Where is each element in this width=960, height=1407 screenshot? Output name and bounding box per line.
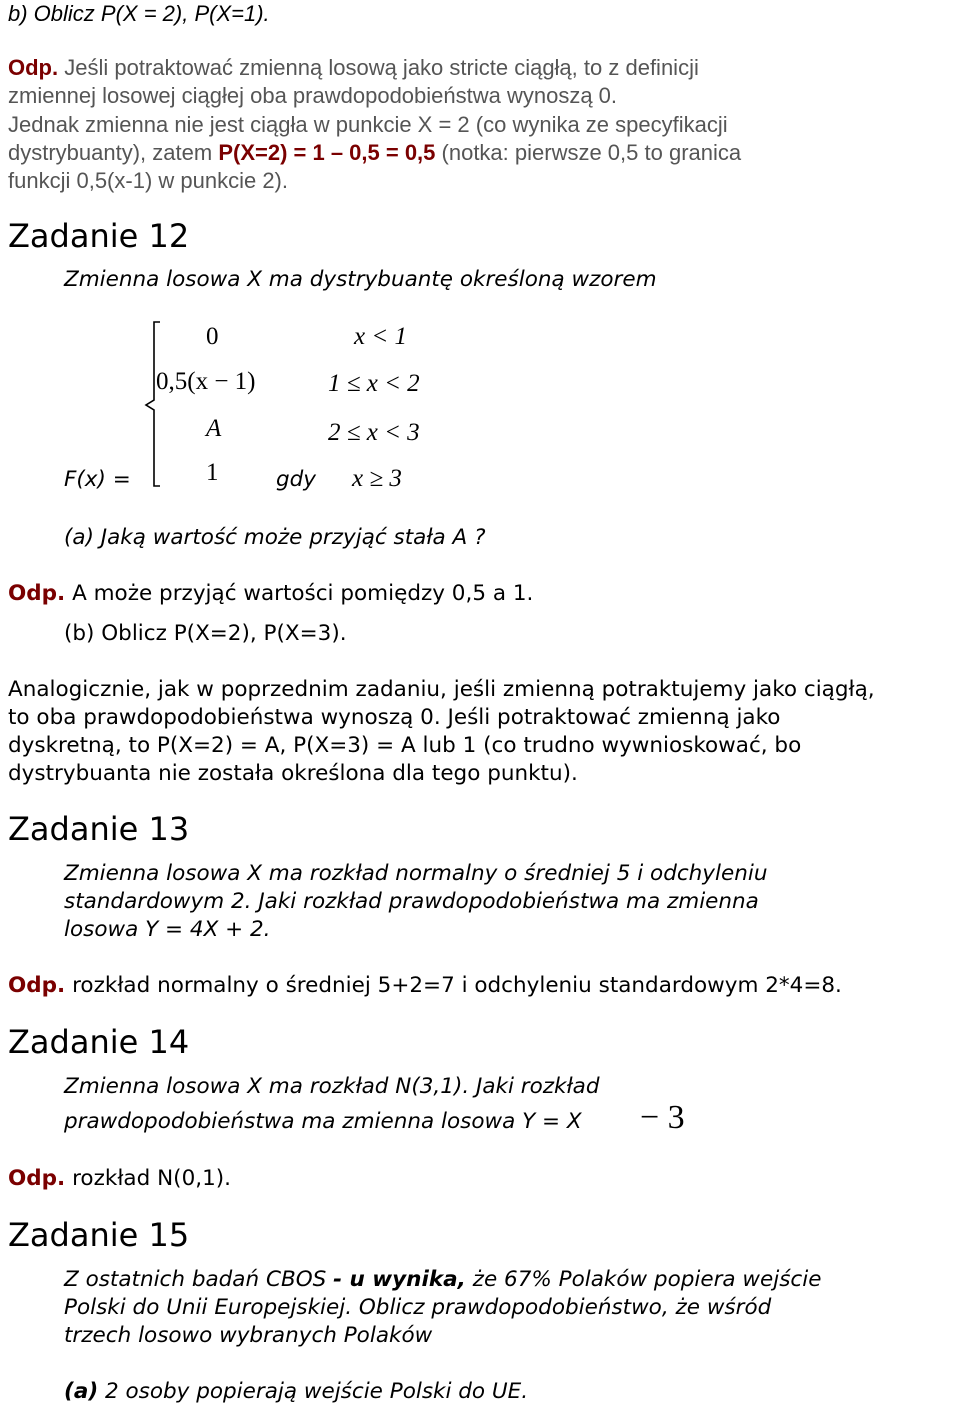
prev-answer-text-1: Jeśli potraktować zmienną losową jako stricte ciągłą, to z definicji xyxy=(58,55,699,80)
z13-answer xyxy=(8,972,842,1000)
z14-question-line-1: Zmienna losowa X ma rozkład N(3,1). Jaki rozkład xyxy=(64,1074,600,1099)
z13-question-line-2: standardowym 2. Jaki rozkład prawdopodobieństwa ma zmienna xyxy=(64,889,759,914)
odp-label: Odp. xyxy=(8,973,66,998)
prev-question-b: b) Oblicz P(X = 2), P(X=1). xyxy=(8,1,270,26)
case-value-2: 0,5(x − 1) xyxy=(156,368,256,395)
z12-para-line-1: Analogicznie, jak w poprzednim zadaniu, jeśli zmienną potraktujemy jako ciągłą, xyxy=(8,677,875,702)
z13-answer-text: rozkład normalny o średniej 5+2=7 i odchyleniu standardowym 2*4=8. xyxy=(65,973,842,998)
case-condition-3: 2 ≤ x < 3 xyxy=(328,419,420,446)
z12-answer-a xyxy=(8,580,533,608)
prev-answer-line-4 xyxy=(8,139,741,167)
z15-a-label: (a) xyxy=(64,1379,99,1404)
odp-label: Odp. xyxy=(8,1166,66,1191)
z12-question-b: (b) Oblicz P(X=2), P(X=3). xyxy=(64,621,347,646)
z15-question-line-1 xyxy=(64,1266,821,1294)
z15-question-line-3: trzech losowo wybranych Polaków xyxy=(64,1323,433,1348)
z14-question-line-2: prawdopodobieństwa ma zmienna losowa Y = X xyxy=(64,1109,582,1134)
z15-a-text: 2 osoby popierają wejście Polski do UE. xyxy=(98,1379,529,1404)
prev-answer-text-4a: dystrybuanty), zatem xyxy=(8,140,219,165)
gdy-label: gdy xyxy=(276,467,317,492)
z12-intro: Zmienna losowa X ma dystrybuantę określoną wzorem xyxy=(64,267,657,292)
left-brace-icon xyxy=(142,320,164,490)
odp-label: Odp. xyxy=(8,55,59,80)
z13-question-line-1: Zmienna losowa X ma rozkład normalny o średniej 5 i odchyleniu xyxy=(64,861,768,886)
prev-answer-line-5: funkcji 0,5(x-1) w punkcie 2). xyxy=(8,168,288,193)
prev-answer-line-2: zmiennej losowej ciągłej oba prawdopodobieństwa wynoszą 0. xyxy=(8,83,618,108)
prev-answer-line-3: Jednak zmienna nie jest ciągła w punkcie X = 2 (co wynika ze specyfikacji xyxy=(8,112,728,137)
heading-zadanie-15: Zadanie 15 xyxy=(8,1216,190,1254)
case-value-1: 0 xyxy=(206,323,219,350)
z12-question-a: (a) Jaką wartość może przyjąć stała A ? xyxy=(64,525,486,550)
prev-answer-line-1 xyxy=(8,54,699,82)
z12-para-line-4: dystrybuanta nie została określona dla tego punktu). xyxy=(8,761,578,786)
z13-question-line-3: losowa Y = 4X + 2. xyxy=(64,917,271,942)
heading-zadanie-14: Zadanie 14 xyxy=(8,1023,190,1061)
odp-label: Odp. xyxy=(8,581,66,606)
z14-answer-text: rozkład N(0,1). xyxy=(65,1166,231,1191)
z15-text-1c: że 67% Polaków popiera wejście xyxy=(465,1267,822,1292)
fx-label: F(x) = xyxy=(64,467,131,492)
case-condition-1: x < 1 xyxy=(354,323,407,350)
case-condition-2: 1 ≤ x < 2 xyxy=(328,370,420,397)
heading-zadanie-13: Zadanie 13 xyxy=(8,810,190,848)
z15-question-line-2: Polski do Unii Europejskiej. Oblicz prawdopodobieństwo, że wśród xyxy=(64,1295,772,1320)
case-condition-4: x ≥ 3 xyxy=(352,465,402,492)
z12-para-line-3: dyskretną, to P(X=2) = A, P(X=3) = A lub 1 (co trudno wywnioskować, bo xyxy=(8,733,802,758)
z15-subquestion-a xyxy=(64,1378,528,1406)
case-value-4: 1 xyxy=(206,459,219,486)
formula-minus-three: − 3 xyxy=(640,1099,685,1136)
z12-para-line-2: to oba prawdopodobieństwa wynoszą 0. Jeśli potraktować zmienną jako xyxy=(8,705,781,730)
prev-answer-text-4c: (notka: pierwsze 0,5 to granica xyxy=(435,140,742,165)
z15-text-1b: - u wynika, xyxy=(333,1267,466,1292)
z15-text-1a: Z ostatnich badań CBOS xyxy=(64,1267,334,1292)
z12-answer-a-text: A może przyjąć wartości pomiędzy 0,5 a 1. xyxy=(65,581,534,606)
case-value-3: A xyxy=(206,415,222,442)
prev-answer-result: P(X=2) = 1 – 0,5 = 0,5 xyxy=(218,140,436,165)
z14-answer xyxy=(8,1165,231,1193)
heading-zadanie-12: Zadanie 12 xyxy=(8,217,190,255)
